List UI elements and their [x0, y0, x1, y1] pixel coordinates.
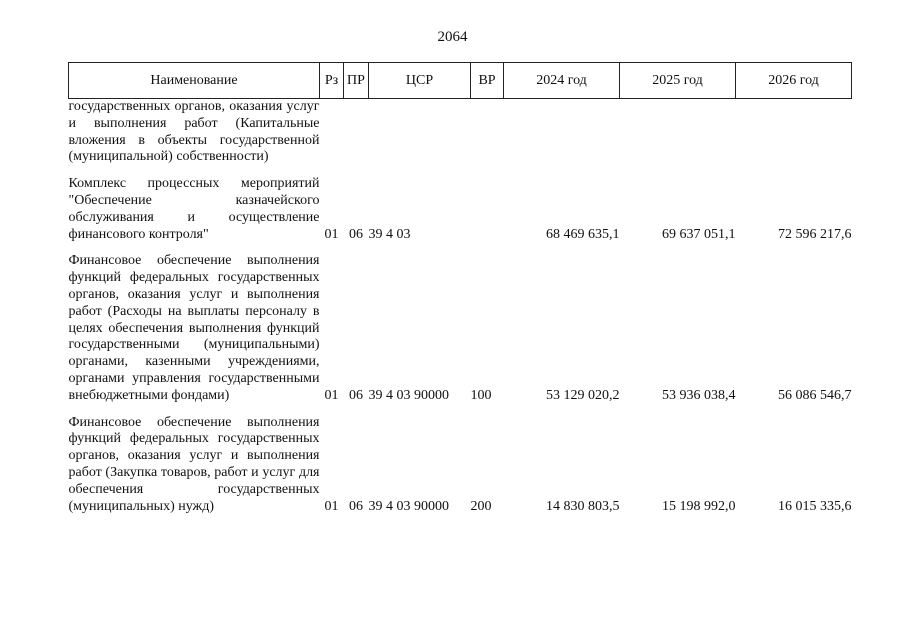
table-row	[69, 253, 852, 404]
row-2024	[504, 99, 620, 167]
row-name: Комплекс процессных мероприятий "Обеспечение казначейского обслуживания и осуществление финансового контроля"	[68, 176, 320, 242]
row-2026: 56 086 546,7	[778, 387, 852, 403]
budget-table	[68, 62, 852, 515]
column-header-pr: ПР	[344, 63, 369, 99]
column-header-2024: 2024 год	[504, 63, 620, 99]
row-pr	[344, 99, 369, 167]
row-spacer	[69, 243, 852, 253]
column-header-2026: 2026 год	[736, 63, 852, 99]
row-2025: 15 198 992,0	[662, 498, 736, 514]
row-2025	[620, 99, 736, 167]
table-row	[69, 415, 852, 516]
row-2024: 68 469 635,1	[546, 226, 620, 242]
row-csr: 39 4 03	[368, 226, 411, 242]
row-2026: 16 015 335,6	[778, 498, 852, 514]
column-header-csr: ЦСР	[369, 63, 471, 99]
page-number: 2064	[437, 29, 468, 45]
row-2024: 53 129 020,2	[546, 387, 620, 403]
column-header-2025: 2025 год	[620, 63, 736, 99]
row-2026: 72 596 217,6	[778, 226, 852, 242]
table-header-row	[69, 63, 852, 99]
row-csr: 39 4 03 90000	[368, 498, 449, 514]
row-2024: 14 830 803,5	[546, 498, 620, 514]
row-vr: 100	[470, 387, 492, 403]
row-rz: 01	[324, 498, 339, 514]
row-vr	[471, 99, 504, 167]
table-row	[69, 176, 852, 243]
row-spacer	[69, 405, 852, 415]
row-name: Финансовое обеспечение выполнения функций федеральных государственных органов, оказания услуг и выполнения работ (Расходы на выплаты персоналу в целях обеспечения выполнения функций государственными (муниципальными) органами, казенными учреждениями, органами управления государственными внебюджетными фондами)	[68, 253, 320, 403]
row-2025: 53 936 038,4	[662, 387, 736, 403]
row-rz: 01	[324, 226, 339, 242]
row-name: Финансовое обеспечение выполнения функций федеральных государственных органов, оказания услуг и выполнения работ (Закупка товаров, работ и услуг для обеспечения государственных (муниципальных) нужд)	[68, 414, 320, 514]
row-csr: 39 4 03 90000	[368, 387, 449, 403]
row-name: государственных органов, оказания услуг и выполнения работ (Капитальные вложения в объекты государственной (муниципальной) собственности)	[68, 99, 320, 165]
row-csr	[369, 99, 471, 167]
row-pr: 06	[349, 387, 363, 403]
column-header-name: Наименование	[69, 63, 320, 99]
row-2026	[736, 99, 852, 167]
column-header-vr: ВР	[471, 63, 504, 99]
row-2025: 69 637 051,1	[662, 226, 736, 242]
row-vr	[471, 176, 504, 243]
table-row	[69, 99, 852, 167]
column-header-rz: Рз	[320, 63, 344, 99]
row-spacer	[69, 166, 852, 176]
row-pr: 06	[349, 226, 363, 242]
row-rz: 01	[324, 387, 339, 403]
row-pr: 06	[349, 498, 363, 514]
row-rz	[320, 99, 344, 167]
row-vr: 200	[470, 498, 492, 514]
